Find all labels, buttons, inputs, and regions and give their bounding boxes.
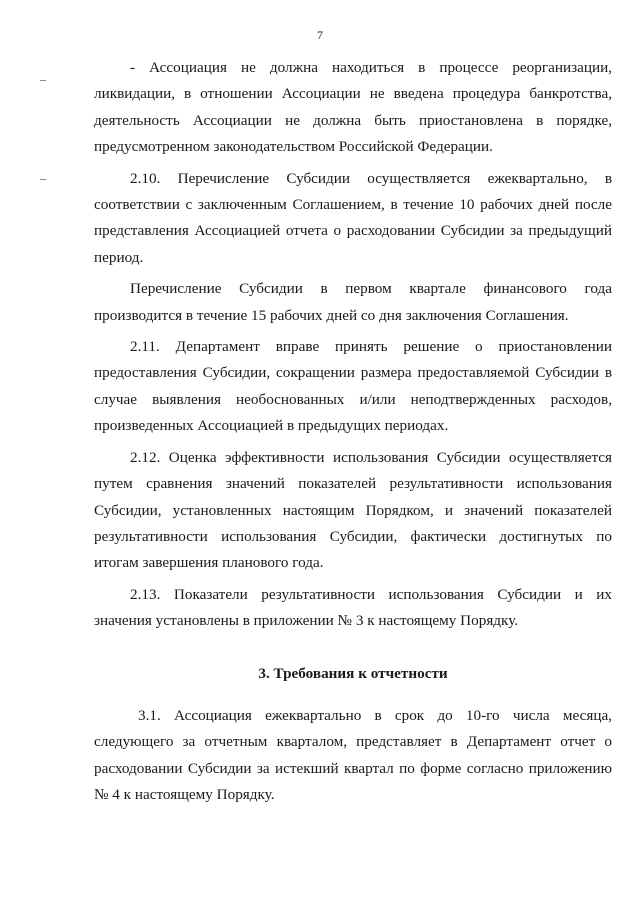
paragraph-2-13: 2.13. Показатели результативности использования Субсидии и их значения установлены в приложении № 3 к настоящему Порядку. — [94, 585, 612, 630]
page-number: 7 — [317, 28, 323, 42]
paragraph-first-quarter-transfer: Перечисление Субсидии в первом квартале финансового года производится в течение 15 рабочих дней со дня заключения Соглашения. — [94, 280, 612, 324]
paragraph-2-11: 2.11. Департамент вправе принять решение о приостановлении предоставления Субсидии, сокращении размера предоставляемой Субсидии в случае выявления необоснованных и/или неподтвержденных расходов, произведенных Ассоциацией в предыдущих периодах. — [94, 338, 612, 435]
margin-mark-middle — [40, 179, 46, 180]
document-body — [94, 55, 612, 809]
paragraph-3-1: 3.1. Ассоциация ежеквартально в срок до 10-го числа месяца, следующего за отчетным кварталом, представляет в Департамент отчет о расходовании Субсидии за истекший квартал по форме согласно приложению № 4 к настоящему Порядку. — [94, 706, 612, 804]
margin-mark-top — [40, 80, 46, 81]
paragraph-2-12: 2.12. Оценка эффективности использования Субсидии осуществляется путем сравнения значений показателей результативности использования Субсидии, установленных настоящим Порядком, и значений показателей результативности использования Субсидии, фактически достигнутых по итогам завершения планового года. — [94, 448, 612, 572]
section-heading-reporting: 3. Требования к отчетности — [258, 664, 448, 682]
paragraph-2-10: 2.10. Перечисление Субсидии осуществляется ежеквартально, в соответствии с заключенным Соглашением, в течение 10 рабочих дней после представления Ассоциацией отчета о расходовании Субсидии за предыдущий период. — [94, 169, 612, 266]
paragraph-association-requirements: - Ассоциация не должна находиться в процессе реорганизации, ликвидации, в отношении Ассоциации не введена процедура банкротства, деятельность Ассоциации не должна быть приостановлена в порядке, предусмотренном законодательством Российской Федерации. — [94, 59, 612, 156]
